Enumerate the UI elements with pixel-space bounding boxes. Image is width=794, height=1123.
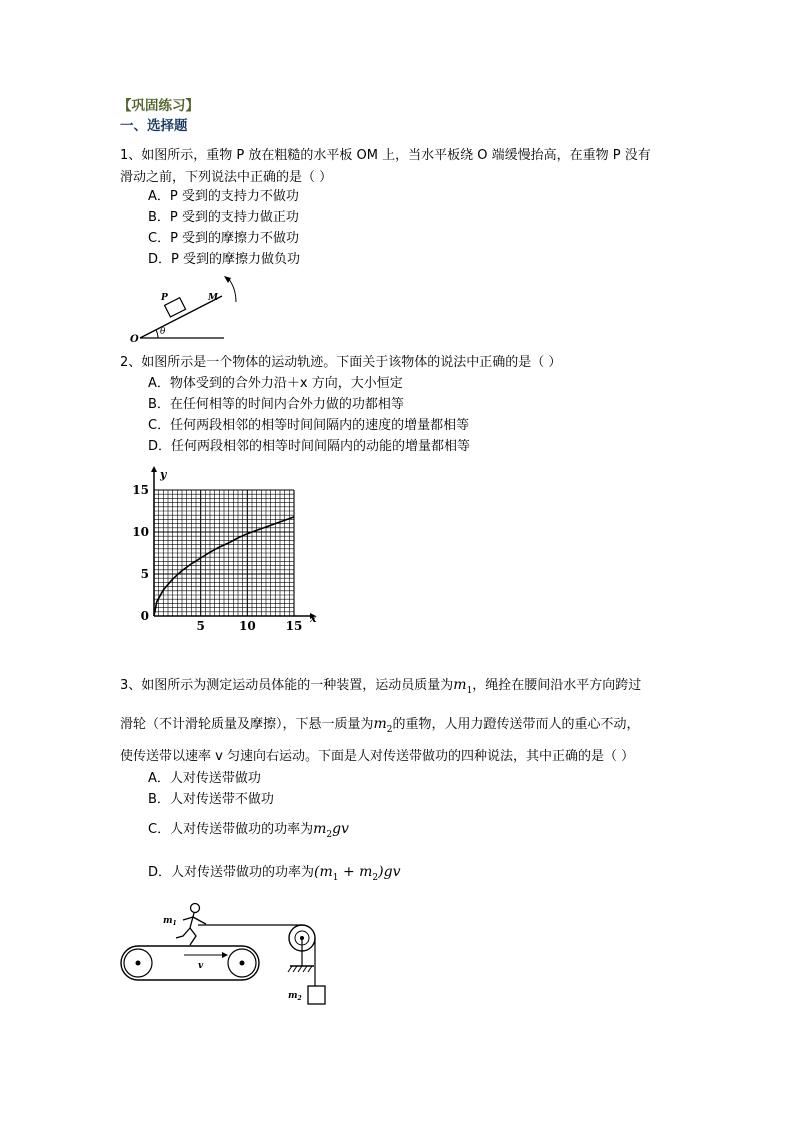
hanging-weight — [308, 986, 325, 1004]
q3-stem-line3: 使传送带以速率 v 匀速向右运动。下面是人对传送带做功的四种说法，其中正确的是（ ） — [120, 749, 635, 764]
q1-option-d: D．P 受到的摩擦力做负功 — [148, 252, 300, 267]
x-tick-label: 15 — [285, 619, 303, 633]
q2-option-b: B．在任何相等的时间内合外力做的功都相等 — [148, 397, 404, 412]
q2-option-a: A．物体受到的合外力沿＋x 方向，大小恒定 — [148, 376, 403, 391]
label-p: P — [161, 293, 168, 303]
y-axis-label: y — [160, 468, 167, 481]
q3-option-d: D．人对传送带做功的功率为$(m_1 + m_2)gv$ — [148, 864, 401, 883]
q3-option-b: B．人对传送带不做功 — [148, 792, 274, 807]
label-o: O — [130, 334, 139, 344]
q3-conveyor-figure — [120, 898, 342, 1013]
label-theta: θ — [160, 327, 166, 337]
q3-stem-line2 — [120, 716, 640, 736]
q1-option-a: A．P 受到的支持力不做功 — [148, 189, 299, 204]
runner-figure — [176, 904, 206, 946]
m2gv-expression: $m_2gv$ — [313, 821, 349, 840]
q3-line1-post: ，绳拴在腰间沿水平方向跨过 — [472, 678, 642, 693]
y-tick-label: 15 — [132, 483, 149, 497]
y-tick-label: 5 — [140, 567, 149, 581]
hatching-icon — [288, 966, 312, 972]
y-tick-label: 0 — [140, 609, 149, 623]
label-v: v — [198, 961, 204, 971]
chart-grid — [154, 490, 294, 616]
q2-option-d: D．任何两段相邻的相等时间间隔内的动能的增量都相等 — [148, 439, 471, 454]
m1-plus-m2-gv-expression: $(m_1 + m_2)gv$ — [314, 864, 401, 883]
velocity-arrowhead-icon — [222, 952, 228, 958]
m1-symbol: $m_1$ — [453, 677, 473, 696]
q1-option-c: C．P 受到的摩擦力不做功 — [148, 231, 300, 246]
y-tick-label: 10 — [132, 525, 149, 539]
q2-option-c: C．任何两段相邻的相等时间间隔内的速度的增量都相等 — [148, 418, 470, 433]
m2-symbol: $m_2$ — [373, 716, 393, 735]
x-tick-label: 5 — [196, 619, 205, 633]
label-m1: $m_1$ — [163, 916, 177, 927]
y-axis-arrow-icon — [151, 466, 157, 472]
q1-stem-line2: 滑动之前，下列说法中正确的是（ ） — [120, 170, 333, 185]
q2-trajectory-chart — [128, 462, 328, 634]
q1-incline-figure — [128, 272, 246, 344]
label-m2: $m_2$ — [288, 991, 302, 1002]
q3-line1-pre: 3、如图所示为测定运动员体能的一种装置，运动员质量为 — [120, 678, 454, 693]
q3-option-c: C．人对传送带做功的功率为$m_2gv$ — [148, 821, 349, 840]
q3-line2-post: 的重物，人用力蹬传送带而人的重心不动， — [392, 717, 640, 732]
q3-line2-pre: 滑轮（不计滑轮质量及摩擦），下悬一质量为 — [120, 717, 374, 732]
section-title: 一、选择题 — [120, 118, 188, 134]
q1-stem-line1: 1、如图所示，重物 P 放在粗糙的水平板 OM 上，当水平板绕 O 端缓慢抬高，在重物 P 没有 — [120, 148, 651, 163]
right-roller-axle — [240, 961, 245, 966]
label-m: M — [208, 293, 218, 303]
rotation-arrow-icon — [228, 278, 236, 302]
x-axis-label: x — [310, 612, 317, 625]
chart-tick-labels — [132, 483, 302, 633]
q3-option-a: A．人对传送带做功 — [148, 771, 261, 786]
q2-stem: 2、如图所示是一个物体的运动轨迹。下面关于该物体的说法中正确的是（ ） — [120, 355, 562, 370]
rotation-arrowhead-icon — [224, 276, 231, 283]
q3-stem-line1 — [120, 677, 641, 697]
section-header: 【巩固练习】 — [118, 98, 199, 114]
left-roller-axle — [136, 961, 141, 966]
x-tick-label: 10 — [238, 619, 256, 633]
q1-option-b: B．P 受到的支持力做正功 — [148, 210, 299, 225]
theta-angle-arc — [156, 330, 158, 338]
